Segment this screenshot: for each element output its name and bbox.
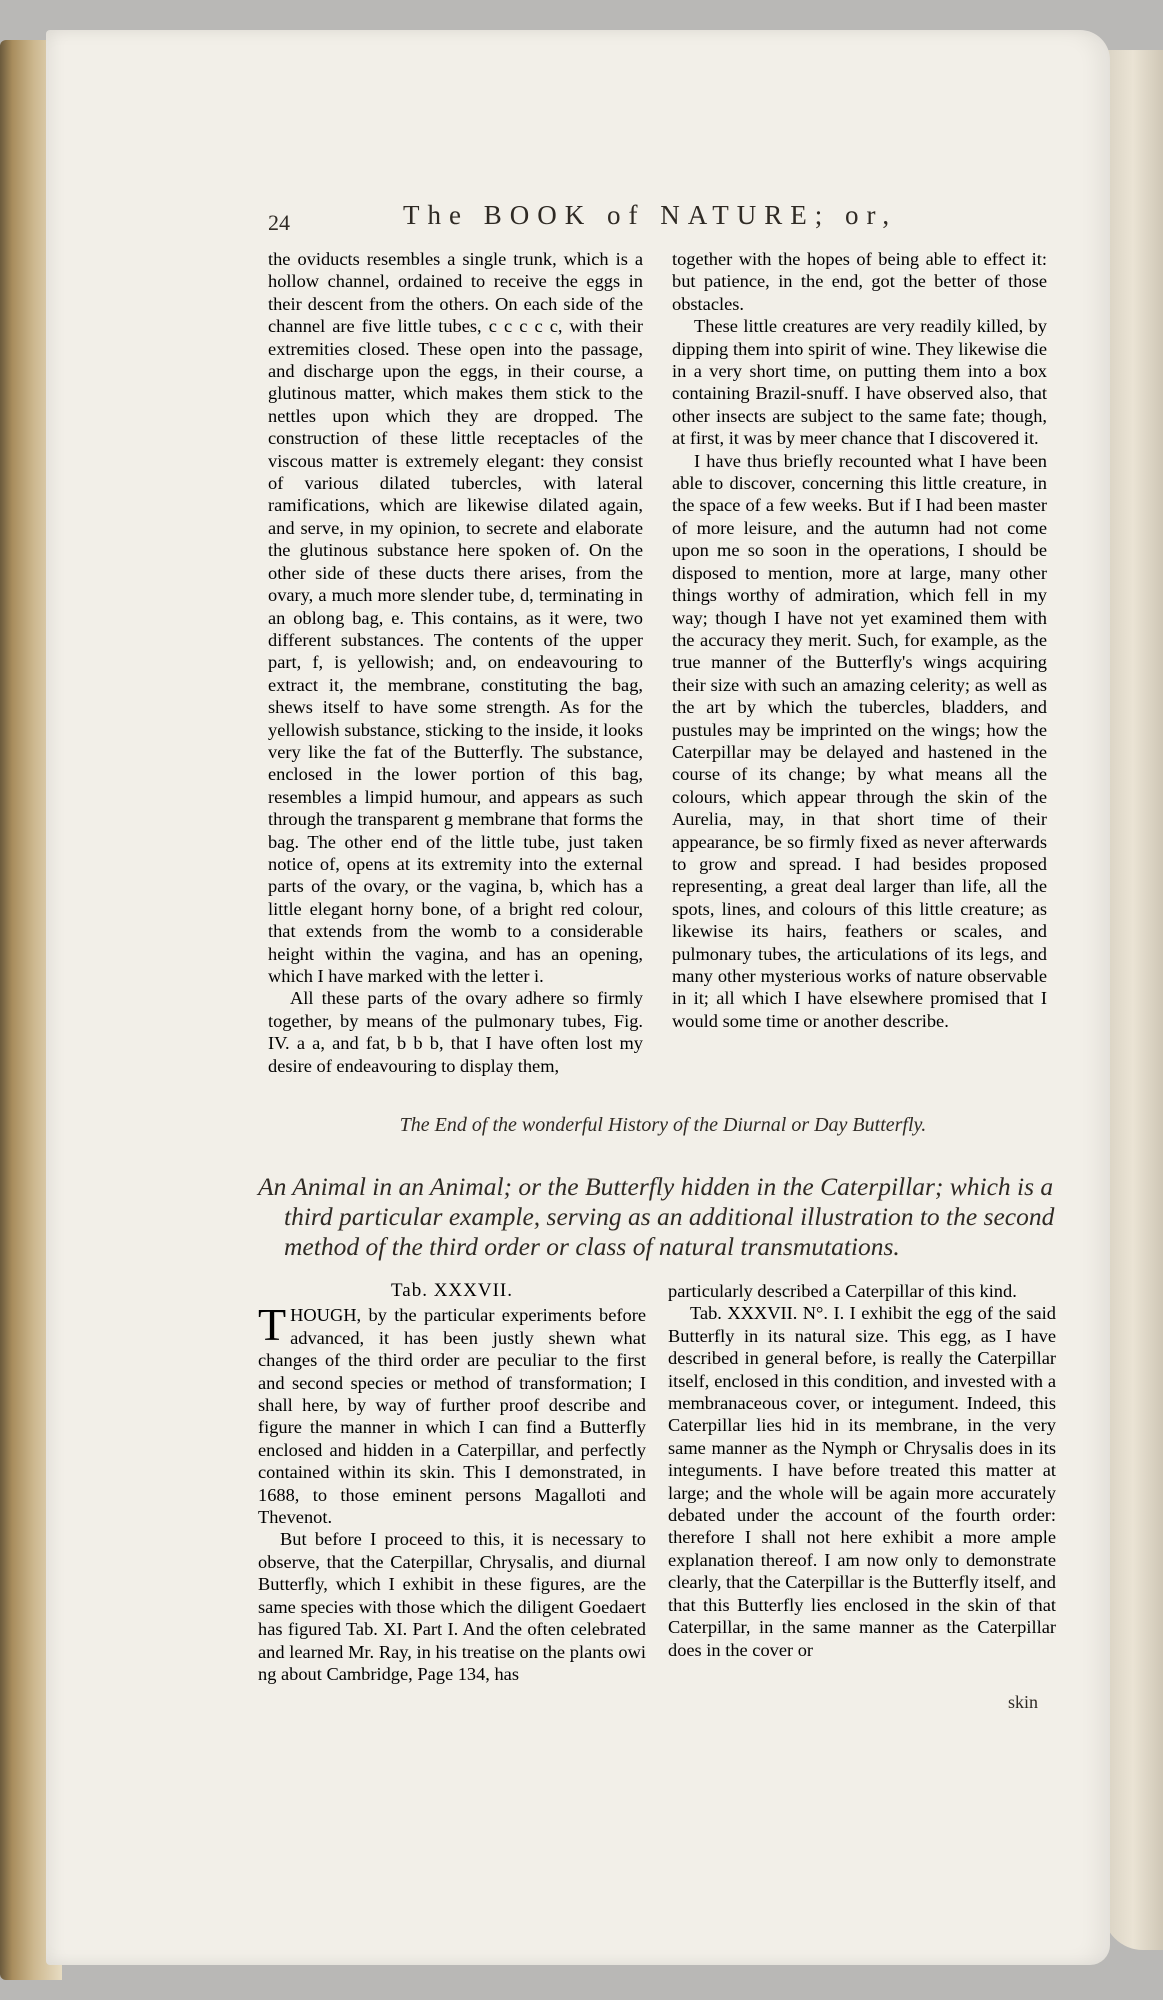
- running-head: [268, 200, 1088, 240]
- paragraph: Tab. XXXVII. N°. I. I exhibit the egg of the said Butterfly in its natural size. This egg, as I have described in general before, is really the Caterpillar itself, enclosed in this condition, and invested with a membranaceous cover, or integument. Indeed, this Caterpillar lies hid in its membrane, in the very same manner as the Nymph or Chrysalis does in its integuments. I have before treated this matter at large; and the whole will be again more accurately debated under the account of the fourth order: therefore I shall not here exhibit a more ample explanation thereof. I am now only to demonstrate clearly, that the Caterpillar is the Butterfly itself, and that this Butterfly lies enclosed in the skin of that Caterpillar, in the same manner as the Caterpillar does in the cover or: [668, 1303, 1056, 1660]
- section-title-line-2: third particular example, serving as an additional illustration to the second: [284, 1202, 1055, 1231]
- top-right-column: [672, 248, 1047, 1032]
- catchword: skin: [1008, 1692, 1039, 1712]
- book-page-edges-right: [1103, 50, 1163, 1950]
- top-left-column: [268, 248, 643, 1077]
- paragraph: the oviducts resembles a single trunk, which is a hollow channel, ordained to receive the eggs in their descent from the others. On each side of the channel are five little tubes, c c c c c, with their extremities closed. These open into the passage, and discharge upon the eggs, in their course, a glutinous matter, which makes them stick to the nettles upon which they are dropped. The construction of these little receptacles of the viscous matter is extremely elegant: they consist of various dilated tubercles, with lateral ramifications, which are likewise dilated again, and serve, in my opinion, to secrete and elaborate the glutinous substance here spoken of. On the other side of these ducts there arises, from the ovary, a much more slender tube, d, terminating in an oblong bag, e. This contains, as it were, two different substances. The contents of the upper part, f, is yellowish; and, on endeavouring to extract it, the membrane, constituting the bag, shews itself to have some strength. As for the yellowish substance, sticking to the inside, it looks very like the fat of the Butterfly. The substance, enclosed in the lower portion of this bag, resembles a limpid humour, and appears as such through the transparent g membrane that forms the bag. The other end of the little tube, just taken notice of, opens at its extremity into the external parts of the ovary, or the vagina, b, which has a little elegant horny bone, of a bright red colour, that extends from the womb to a considerable height within the vagina, and has an opening, which I have marked with the letter i.: [268, 249, 643, 986]
- bottom-right-column: [668, 1280, 1056, 1661]
- bottom-left-column: [258, 1280, 646, 1685]
- section-title-line-3: method of the third order or class of natural transmutations.: [284, 1232, 900, 1261]
- running-title: The BOOK of NATURE; or,: [403, 200, 898, 230]
- paragraph: I have thus briefly recounted what I have been able to discover, concerning this little creature, in the space of a few weeks. But if I had been master of more leisure, and the autumn had not come upon me so soon in the operations, I should be disposed to mention, more at large, many other things worthy of admiration, which fell in my way; though I have not yet examined them with the accuracy they merit. Such, for example, as the true manner of the Butterfly's wings acquiring their size with such an amazing celerity; as well as the art by which the tubercles, bladders, and pustules may be imprinted on the wings; how the Caterpillar may be delayed and hastened in the course of its change; by what means all the colours, which appear through the skin of the Aurelia, may, in that short time of their appearance, be so firmly fixed as never afterwards to grow and spread. I had besides proposed representing, a great deal larger than life, all the spots, lines, and colours of this little creature; as likewise its hairs, feathers or scales, and pulmonary tubes, the articulations of its legs, and many other mysterious works of nature observable in it; all which I have elsewhere promised that I would some time or another describe.: [672, 450, 1047, 1031]
- paragraph: All these parts of the ovary adhere so firmly together, by means of the pulmonary tubes, Fig. IV. a a, and fat, b b b, that I have often lost my desire of endeavouring to display them,: [268, 988, 643, 1076]
- paragraph: But before I proceed to this, it is necessary to observe, that the Caterpillar, Chrysalis, and diurnal Butterfly, which I exhibit in these figures, are the same species with those which the diligent Goedaert has figured Tab. XI. Part I. And the often celebrated and learned Mr. Ray, in his treatise on the plants owi ng about Cambridge, Page 134, has: [258, 1529, 646, 1684]
- paragraph: These little creatures are very readily killed, by dipping them into spirit of wine. They likewise die in a very short time, on putting them into a box containing Brazil-snuff. I have observed also, that other insects are subject to the same fate; though, at first, it was by meer chance that I discovered it.: [672, 316, 1047, 449]
- section-title: [258, 1172, 1058, 1262]
- paragraph: particularly described a Caterpillar of this kind.: [668, 1281, 1017, 1301]
- paragraph: [258, 1299, 646, 1528]
- end-of-chapter-line: The End of the wonderful History of the Diurnal or Day Butterfly.: [399, 1114, 927, 1136]
- section-title-line-1: An Animal in an Animal; or the Butterfly hidden in the Caterpillar; which is a: [258, 1172, 1054, 1201]
- page-number: 24: [268, 210, 290, 235]
- drop-cap: T: [258, 1299, 287, 1351]
- paragraph: together with the hopes of being able to effect it: but patience, in the end, got the better of those obstacles.: [672, 249, 1047, 314]
- plate-heading: Tab. XXXVII.: [390, 1280, 513, 1301]
- paragraph-text: HOUGH, by the particular experiments before advanced, it has been justly shewn what changes of the third order are peculiar to the first and second species or method of transformation; I shall here, by way of further proof describe and figure the manner in which I can find a Butterfly enclosed and hidden in a Caterpillar, and perfectly contained within its skin. This I demonstrated, in 1688, to those eminent persons Magalloti and Thevenot.: [258, 1305, 646, 1528]
